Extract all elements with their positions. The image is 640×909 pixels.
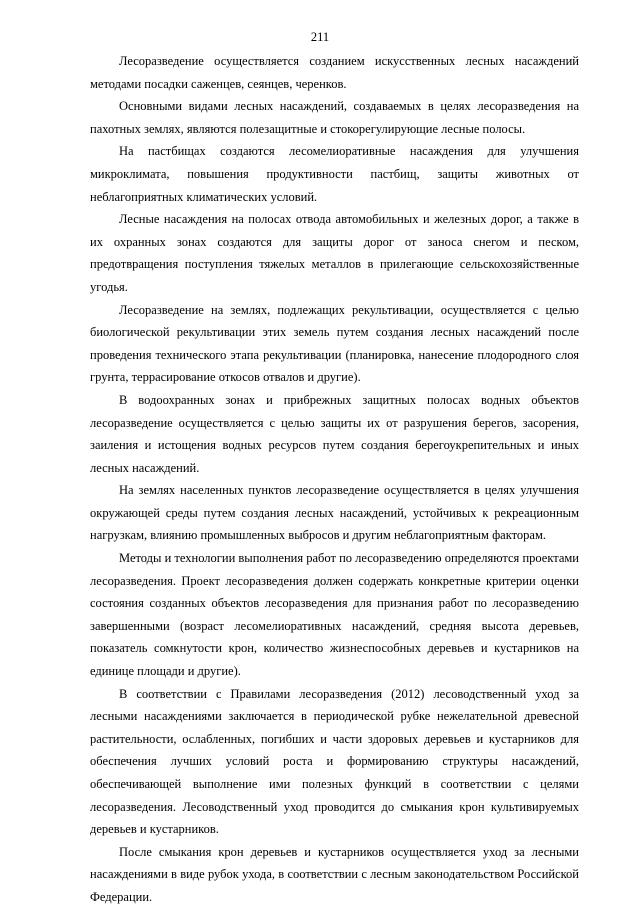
paragraph-6: В водоохранных зонах и прибрежных защитных полосах водных объектов лесоразведение осуществляется с целью защиты их от разрушения берегов, засорения, заиления и истощения водных ресурсов путем создания берегоукрепительных и иных лесных насаждений. — [90, 392, 579, 475]
paragraph-8: Методы и технологии выполнения работ по лесоразведению определяются проектами лесоразведения. Проект лесоразведения должен содержать конкретные критерии оценки состояния созданных объектов лесоразведения для признания работ по лесоразведению завершенными (возраст лесомелиоративных насаждений, средняя высота деревьев, показатель сомкнутости крон, количество жизнеспособных деревьев и кустарников на единице площади и другие). — [90, 551, 579, 679]
paragraph-9: В соответствии с Правилами лесоразведения (2012) лесоводственный уход за лесными насаждениями заключается в периодической рубке нежелательной древесной растительности, ослабленных, погибших и части здоровых деревьев и кустарников для обеспечения лучших условий роста и формированию структуры насаждений, обеспечивающей выполнение ими полезных функций в соответствии с целями лесоразведения. Лесоводственный уход проводится до смыкания крон культивируемых деревьев и кустарников. — [90, 686, 579, 837]
paragraph-2: Основными видами лесных насаждений, создаваемых в целях лесоразведения на пахотных землях, являются полезащитные и стокорегулирующие лесные полосы. — [90, 99, 579, 136]
paragraph-1: Лесоразведение осуществляется созданием искусственных лесных насаждений методами посадки саженцев, сеянцев, черенков. — [90, 54, 579, 91]
page-number: 211 — [310, 30, 330, 44]
paragraph-5: Лесоразведение на землях, подлежащих рекультивации, осуществляется с целью биологической рекультивации этих земель путем создания лесных насаждений после проведения технического этапа рекультивации (планировка, нанесение плодородного слоя грунта, террасирование откосов отвалов и другие). — [90, 302, 579, 385]
paragraph-10: После смыкания крон деревьев и кустарников осуществляется уход за лесными насаждениями в виде рубок ухода, в соответствии с лесным законодательством Российской Федерации. — [90, 844, 579, 904]
paragraph-3: На пастбищах создаются лесомелиоративные насаждения для улучшения микроклимата, повышения продуктивности пастбищ, защиты животных от неблагоприятных климатических условий. — [90, 144, 579, 204]
text-body — [90, 50, 579, 909]
paragraph-7: На землях населенных пунктов лесоразведение осуществляется в целях улучшения окружающей среды путем создания лесных насаждений, устойчивых к рекреационным нагрузкам, влиянию промышленных выбросов и другим неблагоприятным факторам. — [90, 483, 579, 543]
paragraph-4: Лесные насаждения на полосах отвода автомобильных и железных дорог, а также в их охранных зонах создаются для защиты дорог от заноса снегом и песком, предотвращения поступления тяжелых металлов в прилегающие сельскохозяйственные угодья. — [90, 212, 579, 294]
